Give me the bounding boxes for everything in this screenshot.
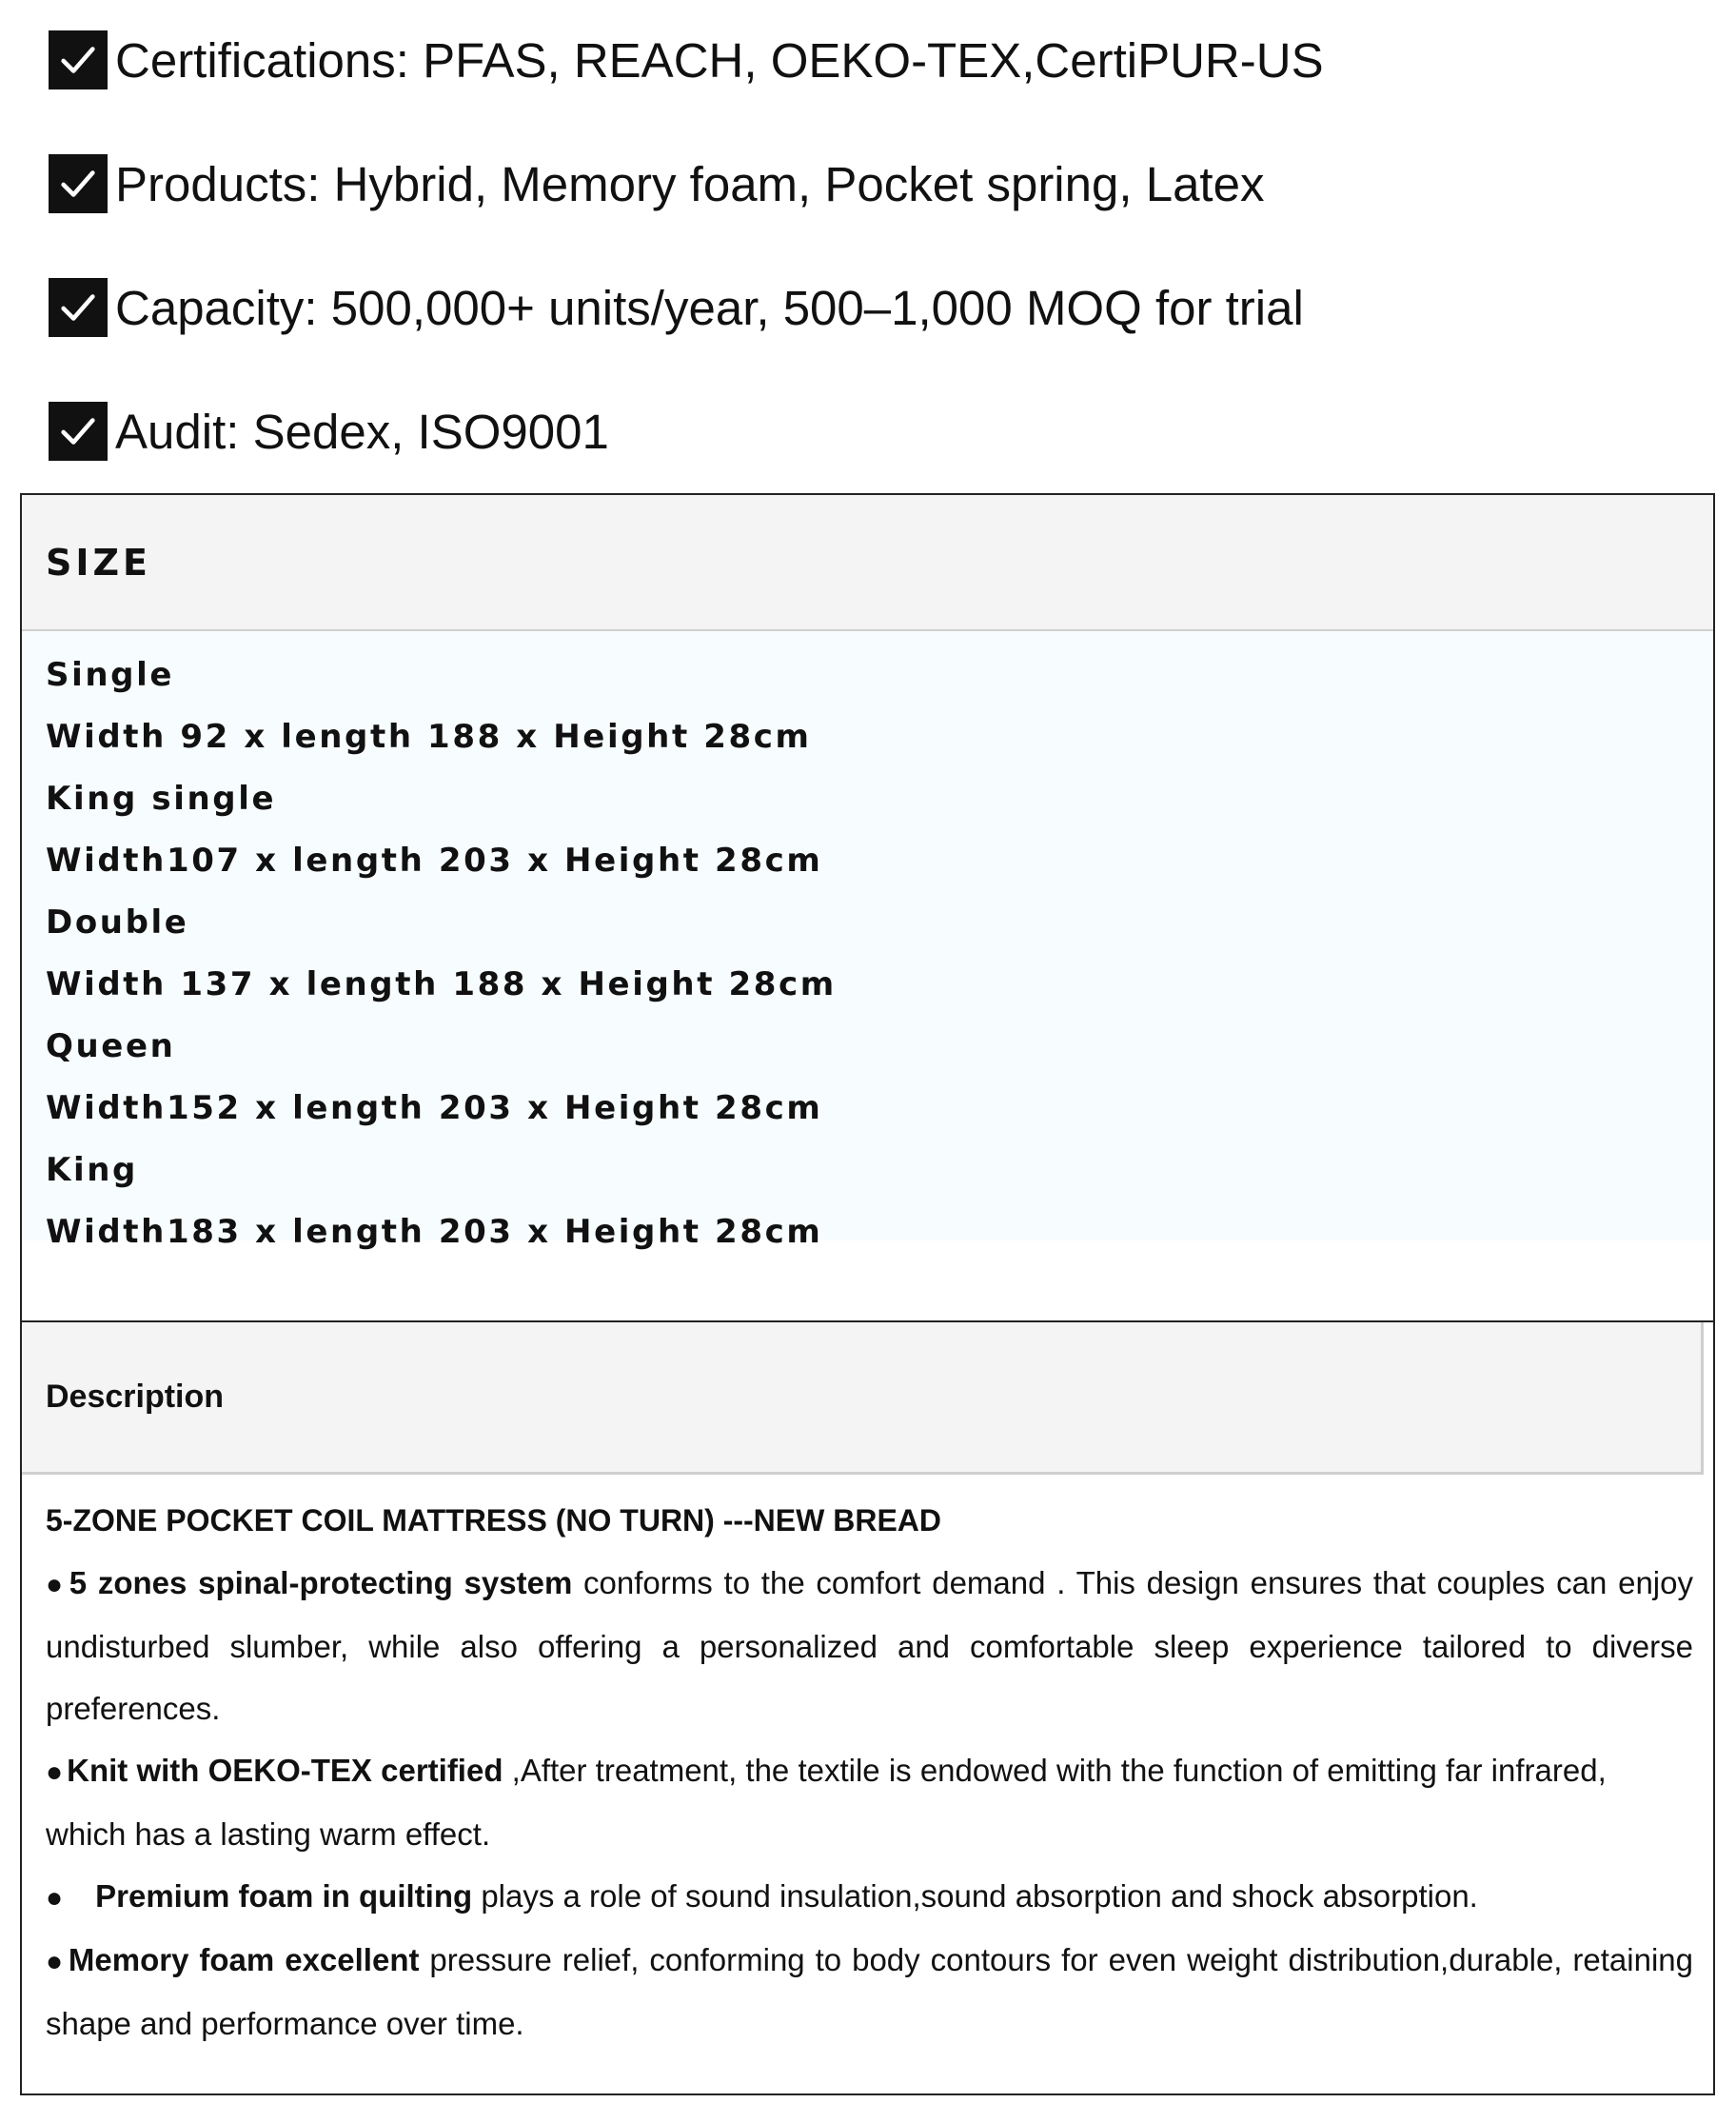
- size-heading: SIZE: [46, 541, 152, 584]
- checkbox-checked-icon: [49, 30, 108, 89]
- checklist-item-capacity: [49, 276, 1724, 339]
- size-name: King: [46, 1151, 138, 1189]
- feature-lead: 5 zones spinal-protecting system: [69, 1565, 573, 1600]
- size-dimensions: Width152 x length 203 x Height 28cm: [46, 1089, 823, 1127]
- feature-text: conforms to the comfort demand . This design ensures that couples can enjoy undisturbed slumber, while also offering a personalized and comfortable sleep experience tailored to diverse preferences.: [46, 1565, 1693, 1726]
- checkbox-checked-icon: [49, 402, 108, 461]
- checklist-item-audit: [49, 400, 1724, 463]
- size-dimensions: Width107 x length 203 x Height 28cm: [46, 842, 823, 880]
- product-title: 5-ZONE POCKET COIL MATTRESS (NO TURN) ---NEW BREAD: [46, 1503, 941, 1538]
- size-list: [22, 631, 1713, 1251]
- feature-lead: Premium foam in quilting: [95, 1878, 473, 1914]
- size-dimensions: Width 137 x length 188 x Height 28cm: [46, 965, 837, 1003]
- bullet-icon: ●: [46, 1882, 64, 1914]
- size-name: King single: [46, 780, 277, 818]
- feature-lead: Memory foam excellent: [68, 1942, 420, 1977]
- bullet-icon: ●: [46, 1756, 64, 1788]
- size-dimensions: Width 92 x length 188 x Height 28cm: [46, 718, 812, 756]
- checklist-item-certifications: [49, 29, 1724, 91]
- feature-lead: Knit with OEKO-TEX certified: [67, 1753, 503, 1788]
- size-table: [20, 493, 1715, 1322]
- bullet-icon: ●: [46, 1569, 66, 1600]
- checkbox-checked-icon: [49, 154, 108, 213]
- feature-paragraph: [46, 1929, 1693, 2054]
- checkbox-checked-icon: [49, 278, 108, 337]
- feature-paragraph: [46, 1552, 1693, 1739]
- size-name: Single: [46, 656, 174, 694]
- feature-text: pressure relief, conforming to body contours for even weight distribution,durable, retaining shape and performance over time.: [46, 1942, 1694, 2041]
- description-body: [22, 1475, 1713, 2054]
- checklist-item-text: Certifications: PFAS, REACH, OEKO-TEX,CertiPUR-US: [115, 32, 1324, 88]
- checklist-item-text: Capacity: 500,000+ units/year, 500–1,000 MOQ for trial: [115, 280, 1304, 335]
- bullet-icon: ●: [46, 1946, 65, 1977]
- size-name: Double: [46, 903, 189, 942]
- size-dimensions: Width183 x length 203 x Height 28cm: [46, 1213, 823, 1251]
- feature-checklist: [49, 29, 1724, 524]
- feature-paragraph: [46, 1739, 1693, 1865]
- size-name: Queen: [46, 1027, 176, 1065]
- checklist-item-products: [49, 152, 1724, 215]
- checklist-item-text: Products: Hybrid, Memory foam, Pocket spring, Latex: [115, 156, 1265, 211]
- feature-text: plays a role of sound insulation,sound absorption and shock absorption.: [472, 1878, 1478, 1914]
- size-header: [22, 495, 1713, 631]
- description-header: [22, 1322, 1704, 1475]
- checklist-item-text: Audit: Sedex, ISO9001: [115, 404, 609, 459]
- description-table: [20, 1320, 1715, 2095]
- feature-paragraph: [46, 1865, 1693, 1929]
- feature-text: ,After treatment, the textile is endowed with the function of emitting far infrared, which has a lasting warm effect.: [46, 1753, 1607, 1852]
- description-heading: Description: [46, 1379, 225, 1415]
